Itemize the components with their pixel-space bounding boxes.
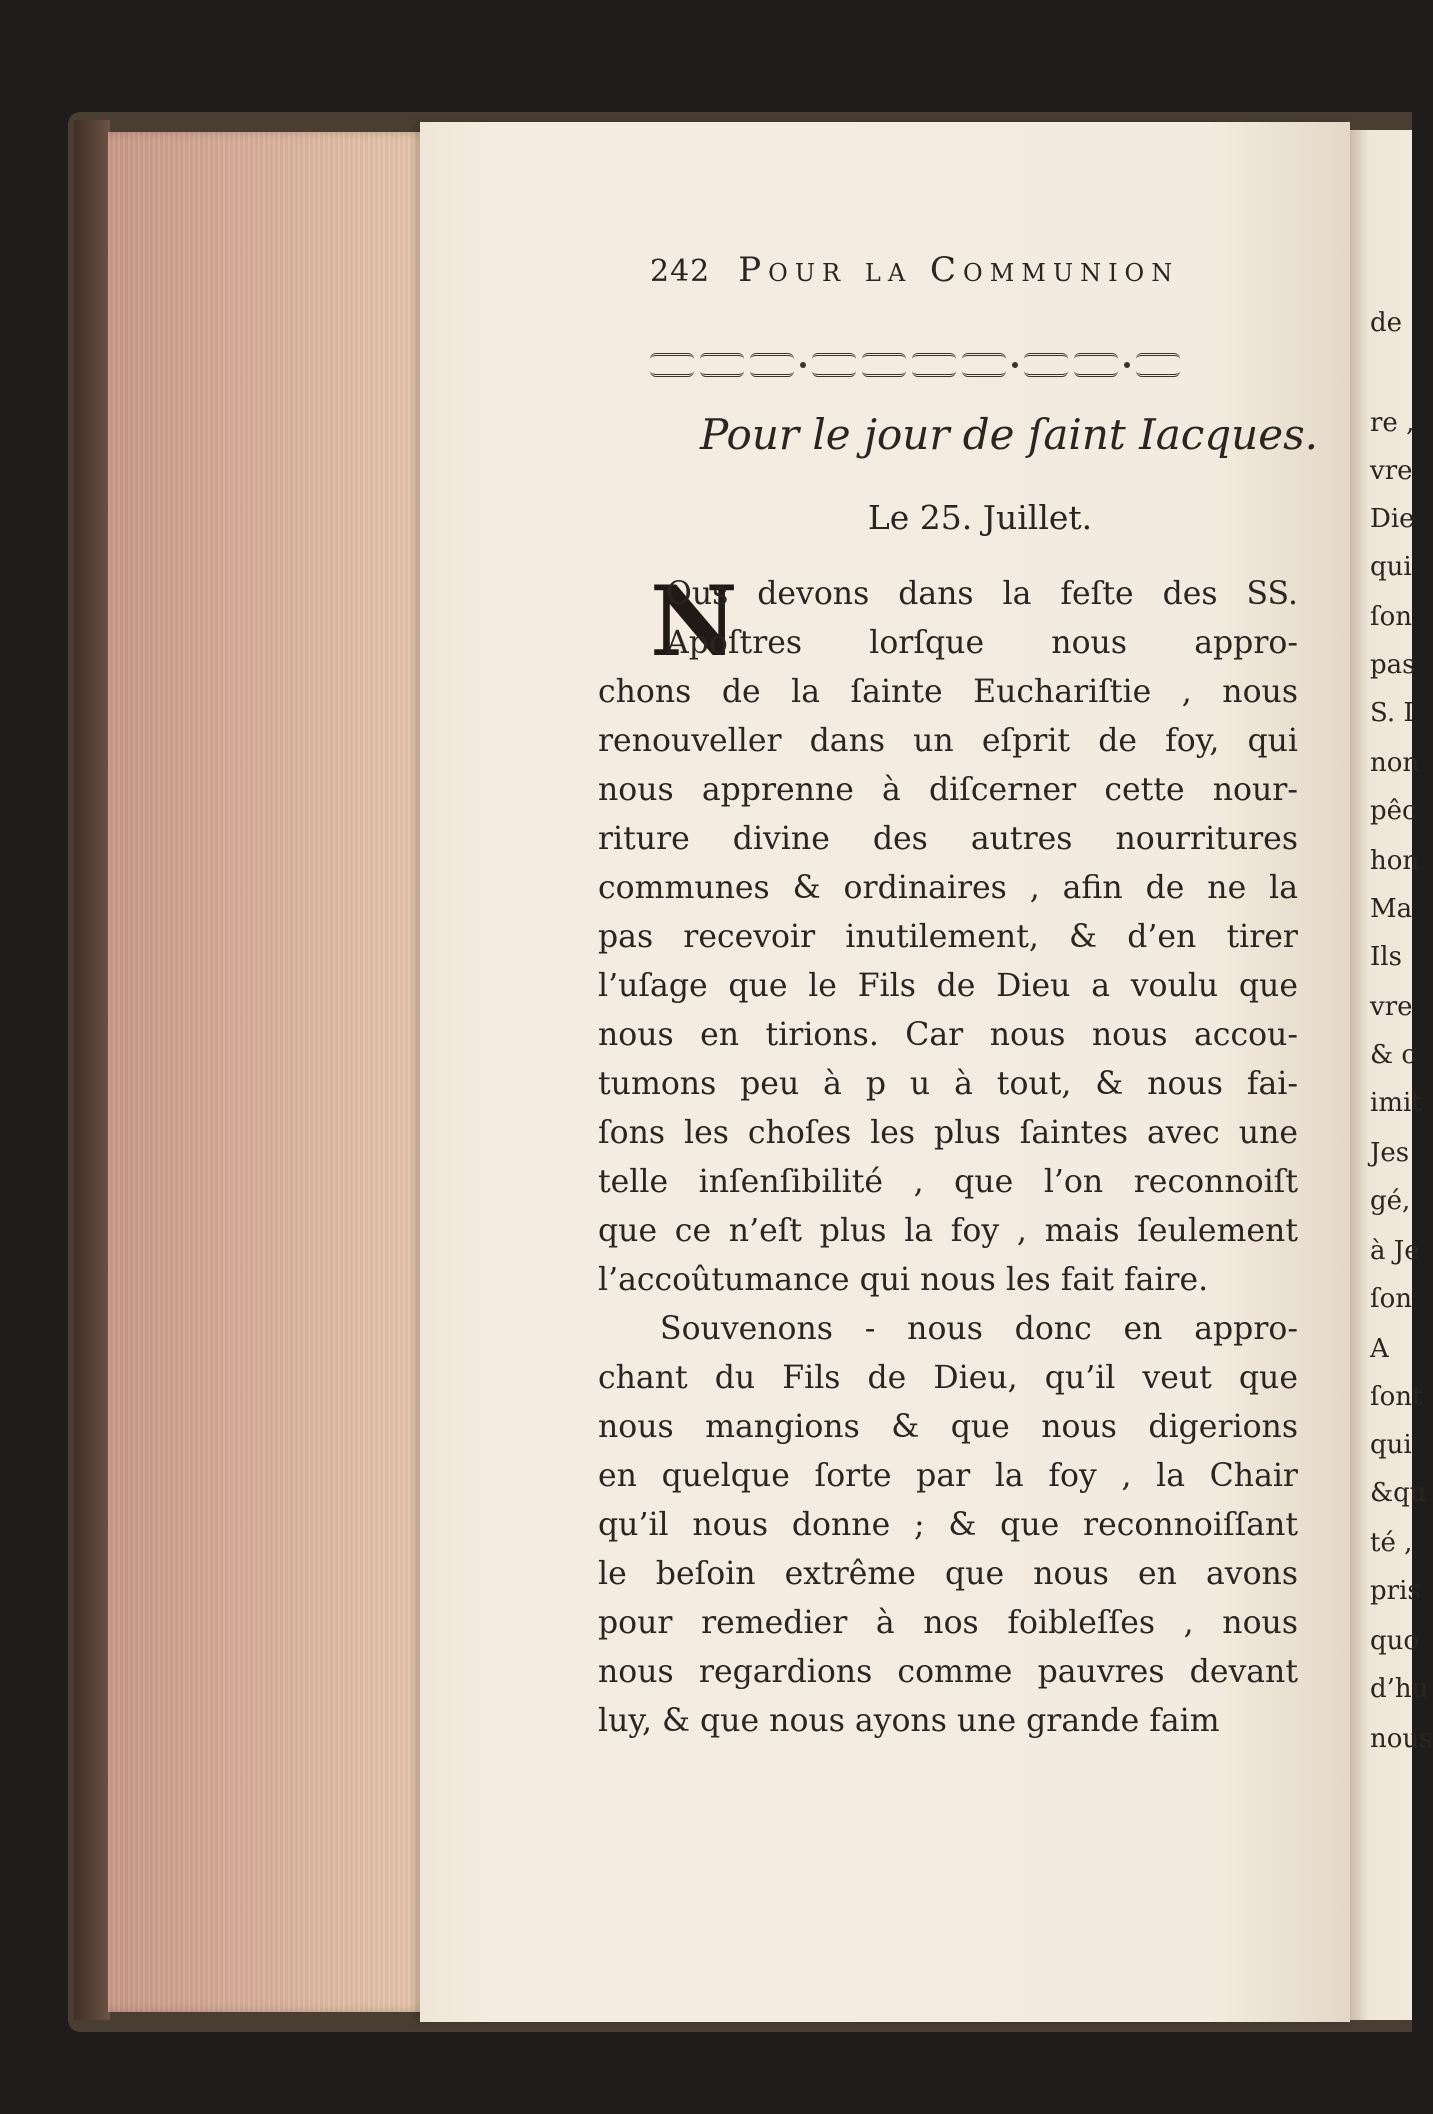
facing-page-fragment: Ils (1370, 942, 1402, 972)
section-date: Le 25. Juillet. (867, 498, 1093, 537)
facing-page-fragment: nous (1370, 1724, 1433, 1754)
facing-page-fragment: imit (1370, 1088, 1422, 1118)
text-line: luy, & que nous ayons une grande faim (598, 1703, 1220, 1739)
facing-page-fragment: ſon (1370, 1284, 1413, 1314)
text-line: tumons peu à p u à tout, & nous fai- (598, 1066, 1298, 1102)
text-line: ſons les choſes les plus ſaintes avec une (598, 1115, 1298, 1151)
section-title: Pour le jour de ſaint Iacques. (700, 410, 1318, 459)
facing-page-fragment: d’hu (1370, 1674, 1429, 1704)
text-line: Souvenons - nous donc en appro- (660, 1311, 1298, 1347)
body-text (598, 565, 1298, 1746)
text-line: nous en tirions. Car nous nous accou- (598, 1017, 1298, 1053)
facing-page-fragment: vre (1370, 456, 1413, 486)
facing-page-fragment: Ma (1370, 894, 1413, 924)
text-line: communes & ordinaires , afin de ne la (598, 870, 1298, 906)
page-edges (108, 132, 448, 2012)
facing-page (1350, 130, 1433, 2020)
facing-page-fragment: hon (1370, 846, 1420, 876)
text-line: renouveller dans un eſprit de foy, qui (598, 723, 1298, 759)
text-line: telle inſenſibilité , que l’on reconnoiſt (598, 1164, 1298, 1200)
book-spine (74, 120, 110, 2020)
text-line: Ous devons dans la feſte des SS. (666, 576, 1298, 612)
text-line: pour remedier à nos foibleſſes , nous (598, 1605, 1298, 1641)
page-header (650, 250, 1310, 290)
facing-page-fragment: Die (1370, 504, 1415, 534)
facing-page-fragment: quo (1370, 1626, 1420, 1656)
facing-page-fragment: S. I (1370, 698, 1414, 728)
facing-page-fragment: &qu (1370, 1478, 1427, 1508)
text-line: riture divine des autres nourritures (598, 821, 1298, 857)
facing-page-fragment: té , (1370, 1528, 1413, 1558)
facing-page-fragment: pris (1370, 1576, 1421, 1606)
facing-page-fragment: à Je (1370, 1236, 1420, 1266)
facing-page-fragment: pas (1370, 650, 1416, 680)
facing-page-fragment: non (1370, 748, 1420, 778)
text-line: chons de la ſainte Euchariſtie , nous (598, 674, 1298, 710)
ornament-band (650, 348, 1310, 382)
facing-page-fragment: re , (1370, 408, 1415, 438)
drop-cap: N (650, 565, 738, 678)
text-line: Apoſtres lorſque nous appro- (666, 625, 1298, 661)
text-line: que ce n’eſt plus la foy , mais ſeulement (598, 1213, 1298, 1249)
text-line: qu’il nous donne ; & que reconnoiſſant (598, 1507, 1298, 1543)
page-number: 242 (650, 254, 711, 289)
text-line: nous apprenne à diſcerner cette nour- (598, 772, 1298, 808)
facing-page-fragment: qui (1370, 552, 1412, 582)
facing-page-fragment: & c (1370, 1040, 1416, 1070)
facing-page-fragment: de (1370, 308, 1403, 338)
facing-page-fragment: qui (1370, 1430, 1412, 1460)
text-line: chant du Fils de Dieu, qu’il veut que (598, 1360, 1298, 1396)
text-line: nous regardions comme pauvres devant (598, 1654, 1298, 1690)
text-line: pas recevoir inutilement, & d’en tirer (598, 919, 1298, 955)
text-line: l’uſage que le Fils de Dieu a voulu que (598, 968, 1298, 1004)
facing-page-fragment: A (1370, 1334, 1389, 1364)
text-line: nous mangions & que nous digerions (598, 1409, 1298, 1445)
text-line: en quelque ſorte par la foy , la Chair (598, 1458, 1298, 1494)
facing-page-fragment: vre (1370, 992, 1413, 1022)
facing-page-fragment: ſon (1370, 602, 1413, 632)
facing-page-fragment: ſont (1370, 1382, 1423, 1412)
text-line: l’accoûtumance qui nous les fait faire. (598, 1262, 1209, 1298)
facing-page-fragment: pêc (1370, 796, 1417, 826)
text-line: le beſoin extrême que nous en avons (598, 1556, 1298, 1592)
facing-page-fragment: gé, (1370, 1186, 1411, 1216)
running-head: Pour la Communion (738, 250, 1180, 290)
facing-page-fragment: Jes (1370, 1138, 1410, 1168)
